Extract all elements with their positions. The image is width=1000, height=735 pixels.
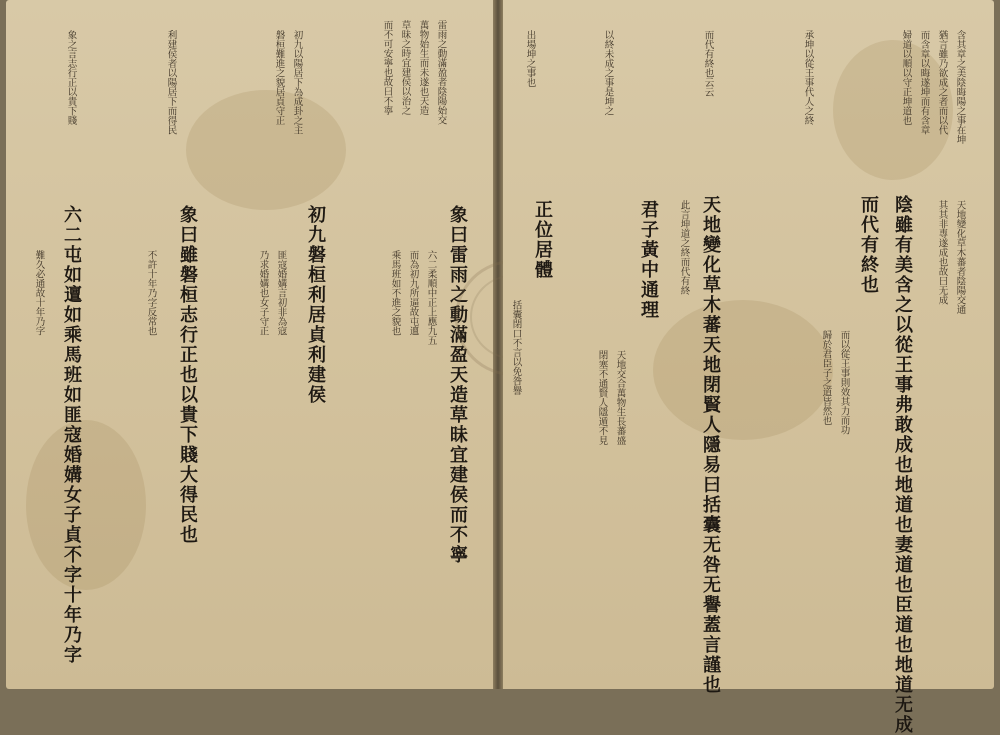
commentary-column: 磐桓難進之貌居貞守正 — [273, 30, 285, 125]
classic-text-heading: 陰雖有美含之以從王事弗敢成也地道也妻道也臣道也地道无成 — [892, 195, 913, 735]
classic-text-heading: 天地變化草木蕃天地閉賢人隱易曰括囊无咎无譽蓋言謹也 — [700, 195, 721, 695]
commentary-column: 其其非專遂成也故曰无成 — [936, 200, 948, 305]
commentary-column: 而代有終也云云 — [702, 30, 714, 97]
commentary-column: 出場坤之事也 — [524, 30, 536, 87]
commentary-column: 乃求婚媾也女子守正 — [257, 250, 269, 336]
classic-text-heading: 正位居體 — [532, 200, 553, 280]
commentary-column: 利建侯者以陽居下而得民 — [165, 30, 177, 135]
commentary-column: 草昧之時宜建侯以治之 — [399, 20, 411, 115]
classic-text-heading: 六二屯如邅如乘馬班如匪寇婚媾女子貞不字十年乃字 — [61, 205, 82, 665]
classic-text-heading: 君子黃中通理 — [638, 200, 659, 320]
commentary-column: 匪寇婚媾言初非為寇 — [275, 250, 287, 336]
commentary-column: 初九以陽居下為成卦之主 — [291, 30, 303, 135]
commentary-column: 不許十年乃字反常也 — [145, 250, 157, 336]
commentary-column: 象之言志行正以貴下賤 — [65, 30, 77, 125]
commentary-column: 乘馬班如不進之貌也 — [389, 250, 401, 336]
commentary-column: 六二柔順中正上應九五 — [425, 250, 437, 345]
classic-text-heading: 象曰雖磐桓志行正也以貴下賤大得民也 — [177, 205, 198, 545]
commentary-column: 括囊閉口不言以免咎譽 — [510, 300, 522, 395]
commentary-column: 婦道以順以守正坤道也 — [900, 30, 912, 125]
commentary-column: 而以從王事則效其力而功 — [838, 330, 850, 435]
classic-text-heading: 象曰雷雨之動滿盈天造草昧宜建侯而不寧 — [447, 205, 468, 565]
left-page — [6, 0, 493, 689]
commentary-column: 萬物始生而未遂也天造 — [417, 20, 429, 115]
classic-text-heading: 而代有終也 — [858, 195, 879, 295]
commentary-column: 承坤以從王事代人之終 — [802, 30, 814, 125]
commentary-column: 天地變化草木蕃者陰陽交通 — [954, 200, 966, 314]
commentary-column: 難久必通故十年乃字 — [33, 250, 45, 336]
commentary-column: 天地交合萬物生長蕃盛 — [614, 350, 626, 445]
commentary-column: 閉塞不通賢人隱遁不見 — [596, 350, 608, 445]
classic-text-heading: 初九磐桓利居貞利建侯 — [305, 205, 326, 405]
commentary-column: 猶言雖乃欲成之者而以代 — [936, 30, 948, 135]
commentary-column: 含其章之美陰晦陽之事在坤 — [954, 30, 966, 144]
commentary-column: 以終未成之事是坤之 — [602, 30, 614, 116]
paper-stain — [26, 420, 146, 590]
commentary-column: 歸於君臣子之道皆然也 — [820, 330, 832, 425]
paper-stain — [186, 90, 346, 210]
commentary-column: 此言坤道之終而代有終 — [678, 200, 690, 295]
commentary-column: 雷雨之動滿盈者陰陽始交 — [435, 20, 447, 125]
commentary-column: 而含章以晦遂坤而有含章 — [918, 30, 930, 135]
paper-stain — [833, 40, 953, 180]
commentary-column: 而為初九所逼故屯邅 — [407, 250, 419, 336]
right-page — [503, 0, 994, 735]
commentary-column: 而不可安寧也故曰不寧 — [381, 20, 393, 115]
